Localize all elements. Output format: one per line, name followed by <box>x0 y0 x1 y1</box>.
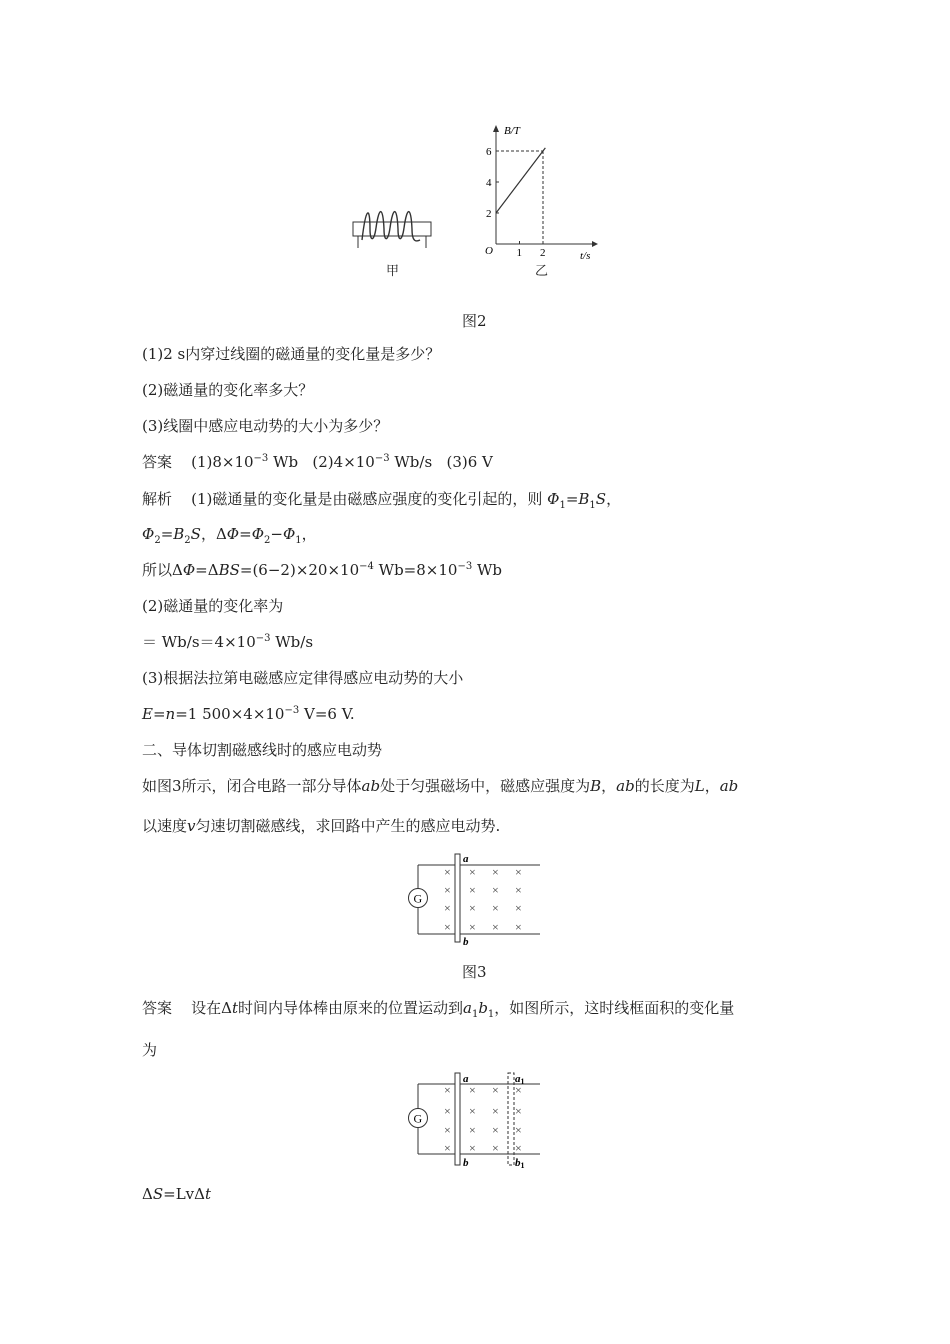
field-x-mark: × <box>492 1104 499 1118</box>
answer-3: (3)6 V <box>446 453 493 471</box>
figure3-caption: 图3 <box>462 963 487 981</box>
x-axis-arrow <box>592 241 598 247</box>
field-x-mark: × <box>444 1141 451 1155</box>
y-axis-arrow <box>493 125 499 132</box>
field-x-mark: × <box>469 1123 476 1137</box>
y-tick-label-2: 2 <box>486 208 492 220</box>
field-x-mark: × <box>515 1104 522 1118</box>
analysis-line-5: ＝ $Wb/s=4\times 10^{-3}$ Wb/s <box>142 633 314 651</box>
x-tick-label-2: 2 <box>540 247 546 259</box>
analysis-line-1: 解析 (1)磁通量的变化量是由磁感应强度的变化引起的，则 $\Phi_1=B_1S$， <box>142 490 622 511</box>
x-tick-label-1: 1 <box>516 247 522 259</box>
x-axis-label: t/s <box>580 250 591 260</box>
y-tick-label-4: 4 <box>486 177 492 189</box>
answer-line <box>142 452 493 472</box>
question-2: (2)磁通量的变化率多大？ <box>142 381 314 399</box>
analysis-label: 解析 <box>142 490 173 508</box>
field-x-mark: × <box>444 1083 451 1097</box>
conductor-rod <box>455 854 460 942</box>
question-1: (1)2 s内穿过线圈的磁通量的变化量是多少？ <box>142 345 441 363</box>
analysis-line-4: (2)磁通量的变化率为 <box>142 597 284 615</box>
field-x-mark: × <box>469 1141 476 1155</box>
field-x-mark: × <box>492 865 499 879</box>
answer2-label: 答案 <box>142 999 173 1017</box>
field-x-mark: × <box>444 920 451 934</box>
label-a1: a1 <box>515 1073 525 1086</box>
answer-label: 答案 <box>142 453 173 471</box>
answer-1: $(1)8\times 10^{-3}$ Wb <box>191 453 299 471</box>
origin-label: O <box>485 245 493 257</box>
field-x-mark: × <box>469 883 476 897</box>
coil-figure <box>346 210 438 258</box>
field-x-mark: × <box>444 865 451 879</box>
galvanometer-label: G <box>413 891 423 906</box>
field-x-mark: × <box>492 1083 499 1097</box>
coil-label: 甲 <box>386 264 400 279</box>
final-equation: ΔS=LvΔt <box>142 1185 211 1203</box>
figure4-circuit <box>404 1070 546 1174</box>
bt-data-line <box>496 148 545 213</box>
answer-2: $(2)4\times 10^{-3}$ Wb/s <box>312 453 433 471</box>
field-x-mark: × <box>515 901 522 915</box>
label-a-2: a <box>463 1073 469 1085</box>
figure2-caption: 图2 <box>462 312 487 330</box>
figure3-circuit <box>404 850 546 946</box>
galvanometer-2-label: G <box>413 1111 423 1126</box>
field-x-mark: × <box>515 865 522 879</box>
field-x-mark: × <box>469 1083 476 1097</box>
conductor-rod-start <box>455 1073 460 1165</box>
label-b-2: b <box>463 1157 469 1169</box>
analysis-line-2: $\Phi_2=B_2S$，$\Delta\Phi=\Phi_2-\Phi_1$， <box>142 525 317 546</box>
field-x-mark: × <box>469 865 476 879</box>
conductor-rod-moved <box>508 1073 514 1165</box>
field-x-mark: × <box>492 1123 499 1137</box>
label-b1: b1 <box>515 1157 525 1170</box>
field-x-mark: × <box>515 883 522 897</box>
field-x-mark: × <box>515 1123 522 1137</box>
coil-windings <box>362 212 420 241</box>
graph-label: 乙 <box>535 264 549 279</box>
section-para-2: 以速度v匀速切割磁感线，求回路中产生的感应电动势. <box>142 817 501 835</box>
field-x-mark: × <box>469 901 476 915</box>
analysis-line-3: 所以$\Delta\Phi=\Delta BS=(6-2)\times 20\times 10^{-4}$ $Wb=8\times 10^{-3}$ Wb <box>142 561 502 579</box>
label-b: b <box>463 936 469 946</box>
y-tick-label-6: 6 <box>486 146 492 158</box>
field-x-mark: × <box>515 920 522 934</box>
field-x-mark: × <box>444 1123 451 1137</box>
field-x-mark: × <box>515 1141 522 1155</box>
answer2-line-1: 答案 设在Δt时间内导体棒由原来的位置运动到$a_1b_1$，如图所示，这时线框面积的变化量 <box>142 999 735 1020</box>
analysis-line-7: E=n=1 $500\times 4\times 10^{-3}$ V=6 V. <box>142 705 355 723</box>
y-axis-label: B/T <box>504 125 520 137</box>
field-x-mark: × <box>515 1083 522 1097</box>
section-para-1: 如图3所示，闭合电路一部分导体ab处于匀强磁场中，磁感应强度为B，ab的长度为L，ab <box>142 777 739 795</box>
field-x-mark: × <box>444 1104 451 1118</box>
bt-graph <box>482 120 602 260</box>
field-x-mark: × <box>492 920 499 934</box>
section-heading: 二、导体切割磁感线时的感应电动势 <box>142 741 383 759</box>
question-3: (3)线圈中感应电动势的大小为多少？ <box>142 417 389 435</box>
analysis-line-6: (3)根据法拉第电磁感应定律得感应电动势的大小 <box>142 669 464 687</box>
field-x-mark: × <box>444 883 451 897</box>
field-x-mark: × <box>469 1104 476 1118</box>
field-x-mark: × <box>492 1141 499 1155</box>
field-x-mark: × <box>444 901 451 915</box>
field-x-mark: × <box>492 901 499 915</box>
field-x-mark: × <box>492 883 499 897</box>
answer2-line-2: 为 <box>142 1041 158 1059</box>
label-a: a <box>463 853 469 865</box>
field-x-mark: × <box>469 920 476 934</box>
